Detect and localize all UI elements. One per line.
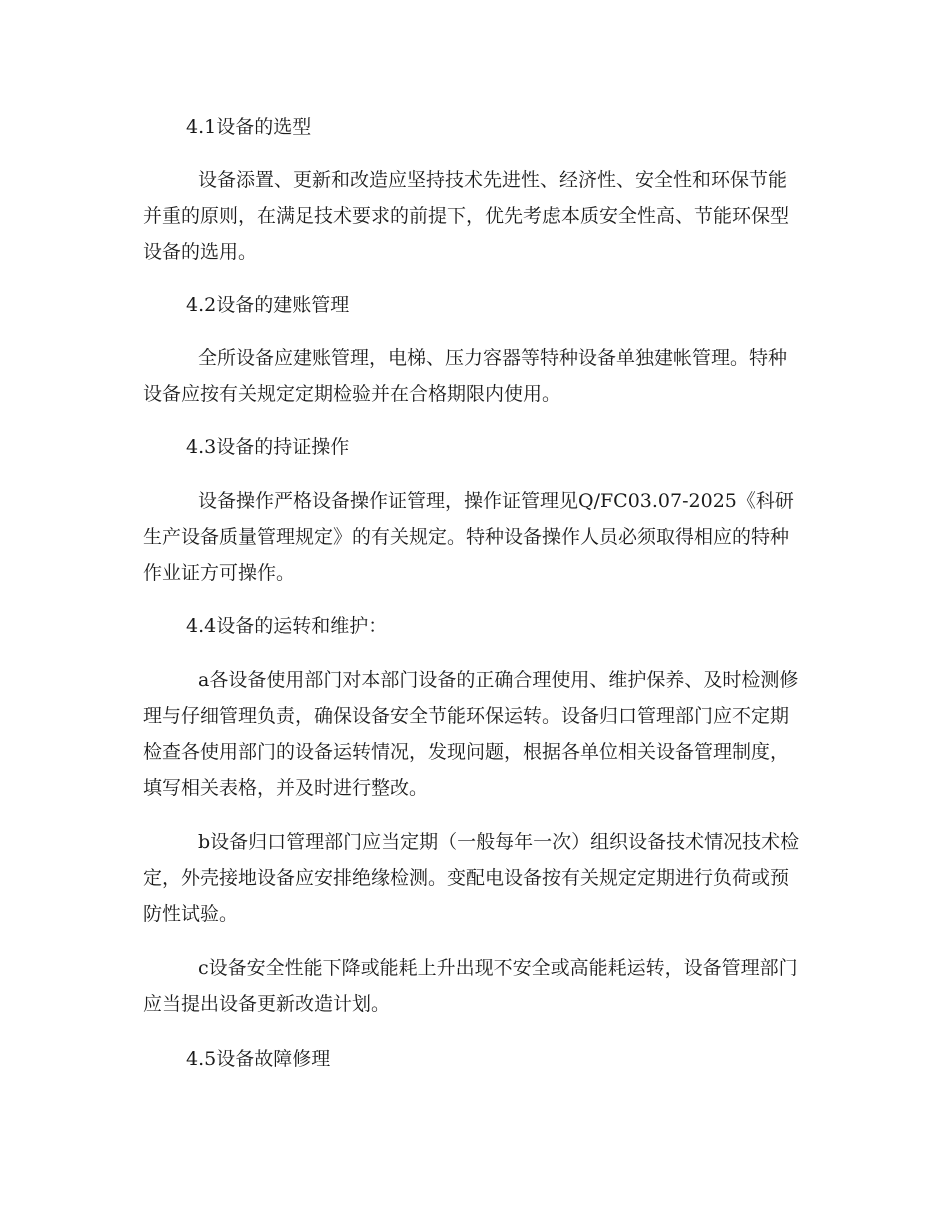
paragraph-4-3: 设备操作严格设备操作证管理，操作证管理见Q/FC03.07-2025《科研生产设备质量管理规定》的有关规定。特种设备操作人员必须取得相应的特种作业证方可操作。 [143,490,794,584]
section-heading-4-2: 4.2设备的建账管理 [186,294,350,316]
section-heading-4-5: 4.5设备故障修理 [186,1048,331,1070]
section-heading-4-3: 4.3设备的持证操作 [186,436,350,458]
paragraph-4-2: 全所设备应建账管理，电梯、压力容器等特种设备单独建帐管理。特种设备应按有关规定定期检验并在合格期限内使用。 [143,347,788,405]
paragraph-4-4-b: b设备归口管理部门应当定期（一般每年一次）组织设备技术情况技术检定，外壳接地设备应安排绝缘检测。变配电设备按有关规定定期进行负荷或预防性试验。 [143,831,800,925]
section-heading-4-4: 4.4设备的运转和维护： [186,615,388,637]
section-heading-4-1: 4.1设备的选型 [186,116,312,138]
paragraph-4-1: 设备添置、更新和改造应坚持技术先进性、经济性、安全性和环保节能并重的原则，在满足技术要求的前提下，优先考虑本质安全性高、节能环保型设备的选用。 [143,169,790,263]
paragraph-4-4-c: c设备安全性能下降或能耗上升出现不安全或高能耗运转，设备管理部门应当提出设备更新改造计划。 [143,957,798,1015]
paragraph-4-4-a: a各设备使用部门对本部门设备的正确合理使用、维护保养、及时检测修理与仔细管理负责，确保设备安全节能环保运转。设备归口管理部门应不定期检查各使用部门的设备运转情况，发现问题，根据各单位相关设备管理制度，填写相关表格，并及时进行整改。 [143,669,799,799]
